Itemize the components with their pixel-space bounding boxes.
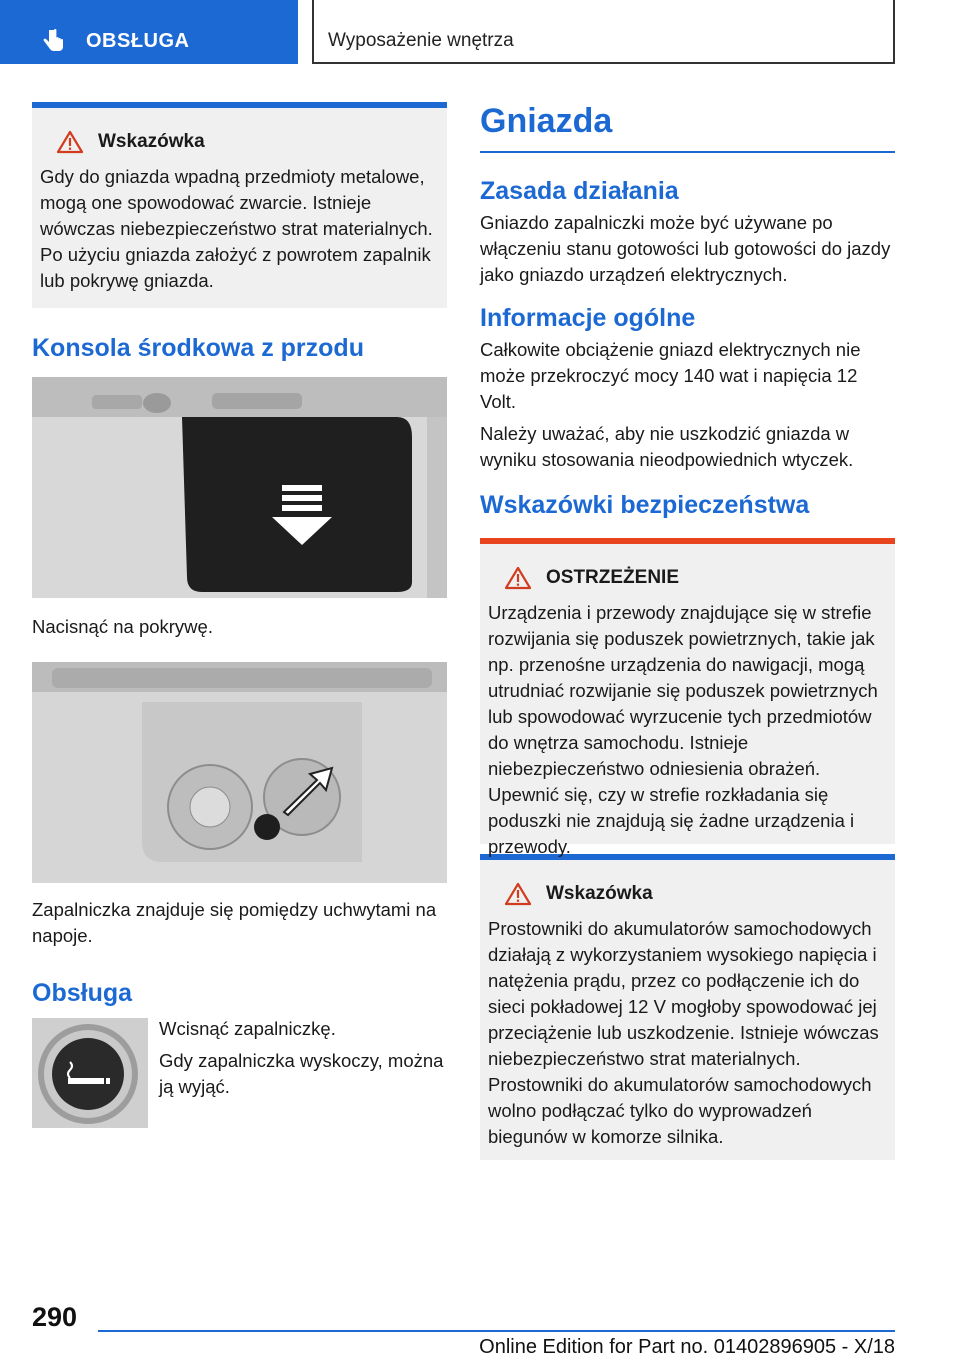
chapter-title: Wyposażenie wnętrza	[328, 30, 514, 51]
lighter-photo	[32, 1018, 148, 1128]
left-column	[32, 102, 447, 1136]
principle-text: Gniazdo zapalniczki może być używane po włączeniu stanu gotowości lub gotowości do jazdy jako gniazdo urządzeń elektrycznych.	[480, 212, 891, 285]
right-column	[480, 102, 895, 1160]
warning-triangle-icon	[504, 882, 532, 906]
heading-principle: Zasada działania	[480, 177, 679, 205]
chapter-tab	[312, 0, 895, 64]
console-cover-photo	[32, 377, 447, 598]
section-label: OBSŁUGA	[86, 30, 190, 52]
note-chargers-text: Prostowniki do akumulatorów samochodowych działają z wykorzystaniem wysokiego napięcia i natężenia prądu, przez co podłączenie ich do sieci pokładowej 12 V mogłoby spowodować jej przeciążenie lub uszkodzenie. Istnieje wówczas niebezpieczeństwo strat materialnych. Prostowniki do akumulatorów samochodowych wolno podłączać tylko do wyprowadzeń biegunów w komorze silnika.	[488, 918, 879, 1147]
heading-general-info: Informacje ogólne	[480, 304, 696, 332]
note-title: Wskazówka	[98, 131, 205, 152]
caption-press-cover: Nacisnąć na pokrywę.	[32, 616, 213, 637]
note-box	[32, 102, 447, 308]
section-heading-operation: Obsługa	[32, 979, 133, 1007]
section-heading-console: Konsola środkowa z przodu	[32, 334, 364, 362]
footer-divider	[98, 1330, 895, 1332]
section-header	[0, 0, 298, 64]
page-title: Gniazda	[480, 102, 895, 153]
warning-box	[480, 538, 895, 857]
general-info-text-damage: Należy uważać, aby nie uszkodzić gniazda w wyniku stosowania nieodpowiednich wtyczek.	[480, 423, 854, 470]
heading-safety: Wskazówki bezpieczeństwa	[480, 491, 810, 519]
hand-pointer-icon	[40, 28, 66, 54]
page-number: 290	[32, 1302, 78, 1332]
operation-block	[32, 1016, 447, 1136]
operation-step-remove: Gdy zapalniczka wyskoczy, można ją wyjąć.	[159, 1050, 444, 1097]
edition-footer: Online Edition for Part no. 01402896905 - X/18	[479, 1336, 895, 1358]
warning-text: Urządzenia i przewody znajdujące się w strefie rozwijania się poduszek powietrznych, takie jak np. przenośne urządzenia do nawigacji, mogą utrudniać rozwijanie się poduszek powietrznych lub spowodować wyrzucenie tych przedmiotów do wnętrza samochodu. Istnieje niebezpieczeństwo odniesienia obrażeń. Upewnić się, czy w strefie rozkładania się poduszki nie znajdują się żadne urządzenia i przewody.	[488, 602, 878, 857]
caption-lighter-location: Zapalniczka znajduje się pomiędzy uchwytami na napoje.	[32, 899, 437, 946]
general-info-text-power: Całkowite obciążenie gniazd elektrycznych nie może przekroczyć mocy 140 wat i napięcia 12 Volt.	[480, 339, 861, 412]
note-text: Gdy do gniazda wpadną przedmioty metalowe, mogą one spowodować zwarcie. Istnieje wówczas niebezpieczeństwo strat materialnych. Po użyciu gniazda założyć z powrotem zapalnik lub pokrywę gniazda.	[40, 166, 433, 291]
warning-triangle-icon	[56, 130, 84, 154]
warning-title: OSTRZEŻENIE	[546, 567, 680, 588]
warning-triangle-icon	[504, 566, 532, 590]
note-box-chargers	[480, 854, 895, 1160]
cigarette-lighter-location-photo	[32, 662, 447, 883]
operation-step-press: Wcisnąć zapalniczkę.	[159, 1018, 336, 1039]
note-chargers-title: Wskazówka	[546, 883, 653, 904]
